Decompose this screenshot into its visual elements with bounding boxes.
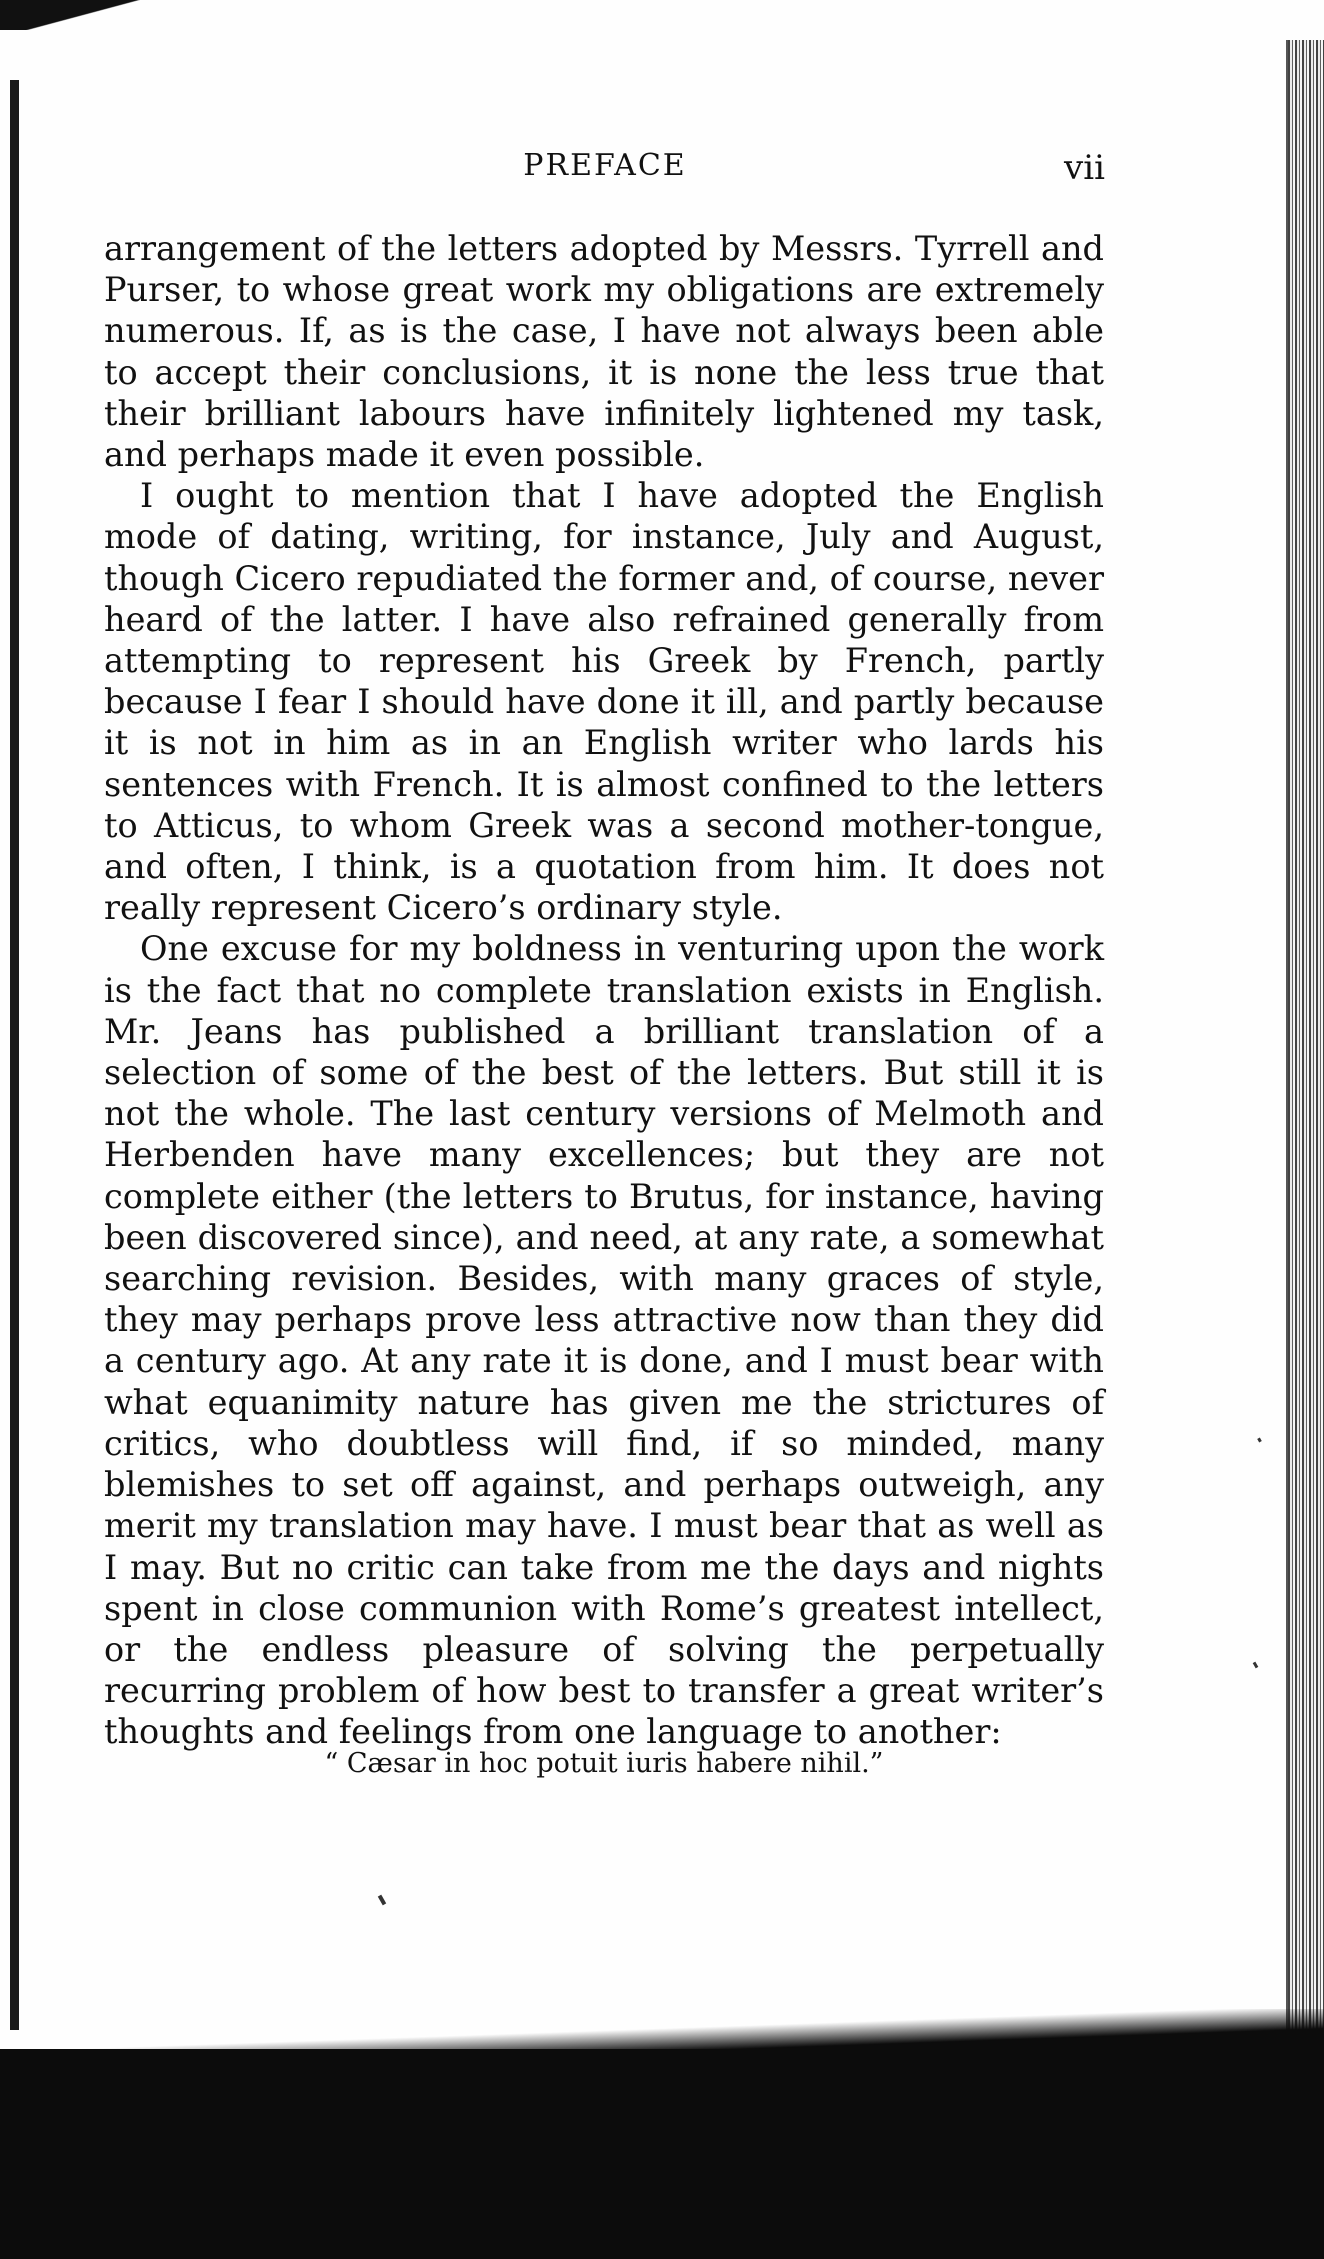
latin-quote: “ Cæsar in hoc potuit iuris habere nihil.” <box>324 1748 884 1779</box>
paragraph-dating: I ought to mention that I have adopted the English mode of dating, writing, for instance, July and August, though Cicero repudiated the former and, of course, never heard of the latter. I have also refrained generally from attempting to represent his Greek by French, partly because I fear I should have done it ill, and partly because it is not in him as in an English writer who lards his sentences with French. It is almost confined to the letters to Atticus, to whom Greek was a second mother-tongue, and often, I think, is a quotation from him. It does not really represent Cicero’s ordinary style. <box>104 476 1104 928</box>
page-corner-shadow <box>0 0 280 30</box>
paragraph-excuse: One excuse for my boldness in venturing upon the work is the fact that no complete translation exists in English. Mr. Jeans has published a brilliant translation of a selection of some of the best of the letters. But still it is not the whole. The last century versions of Melmoth and Herbenden have many excellences; but they are not complete either (the letters to Brutus, for instance, having been discovered since), and need, at any rate, a somewhat searching revision. Besides, with many graces of style, they may perhaps prove less attractive now than they did a century ago. At any rate it is done, and I must bear with what equanimity nature has given me the strictures of critics, who doubtless will find, if so minded, many blemishes to set off against, and perhaps outweigh, any merit my translation may have. I must bear that as well as I may. But no critic can take from me the days and nights spent in close communion with Rome’s greatest intellect, or the endless pleasure of solving the perpetually recurring problem of how best to transfer a great writer’s thoughts and feelings from one language to another: <box>104 929 1104 1752</box>
right-page-stack-edge <box>1288 40 1324 2080</box>
scan-bottom-shadow <box>0 2049 1324 2259</box>
ink-speck <box>378 1895 386 1906</box>
left-binding-edge <box>10 80 19 2030</box>
page-number: vii <box>1064 148 1105 188</box>
running-head <box>105 148 1105 198</box>
ink-speck <box>1257 1438 1262 1443</box>
ink-speck <box>1253 1662 1259 1669</box>
paragraph-continuation: arrangement of the letters adopted by Messrs. Tyrrell and Purser, to whose great work my obligations are extremely numerous. If, as is the case, I have not always been able to accept their conclusions, it is none the less true that their brilliant labours have infinitely lightened my task, and perhaps made it even possible. <box>104 229 1104 475</box>
running-title: PREFACE <box>523 148 687 183</box>
body-text <box>104 228 1104 1753</box>
